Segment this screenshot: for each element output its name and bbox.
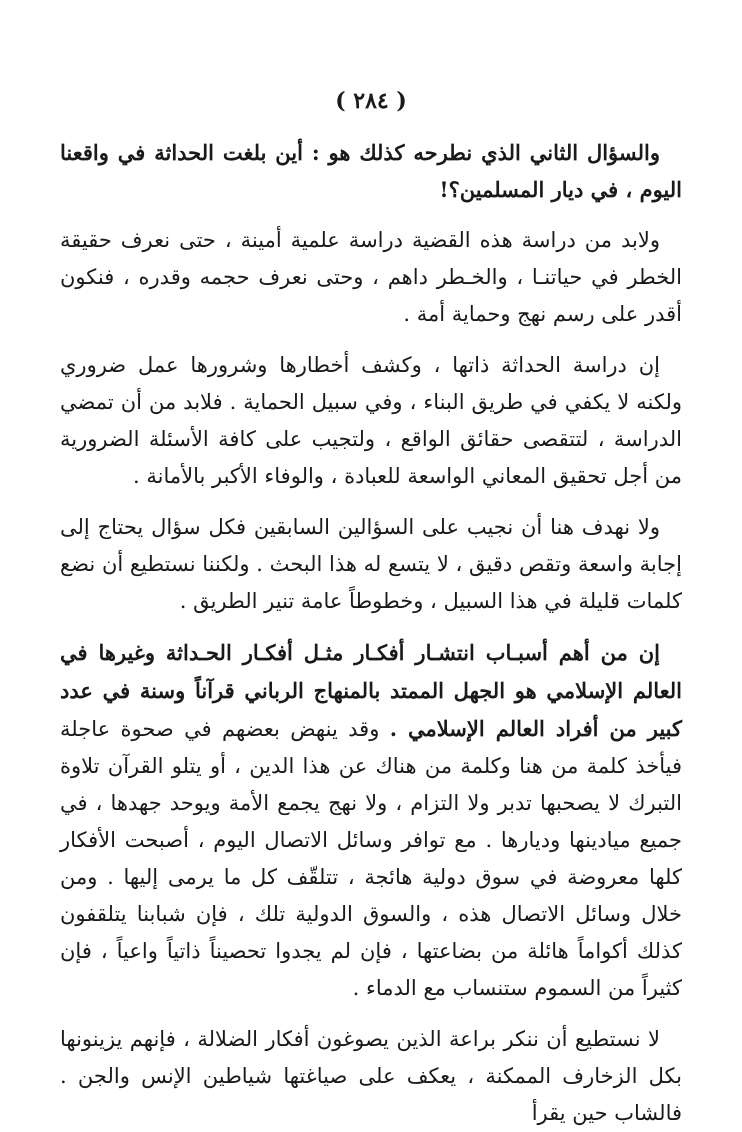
paragraph-2: ولابد من دراسة هذه القضية دراسة علمية أمينة ، حتى نعرف حقيقة الخطر في حياتنـا ، والخـطر داهم ، وحتى نعرف حجمه وقدره ، فنكون أقدر على رسم نهج وحماية أمة . (60, 228, 682, 326)
paragraph-6: لا نستطيع أن ننكر براعة الذين يصوغون أفكار الضلالة ، فإنهم يزينونها بكل الزخارف الممكنة ، يعكف على صياغتها شياطين الإنس والجن . فالشاب حين يقرأ (60, 1027, 682, 1125)
page-number: ( ٢٨٤ ) (335, 88, 407, 114)
paragraph-3: إن دراسة الحداثة ذاتها ، وكشف أخطارها وشرورها عمل ضروري ولكنه لا يكفي في طريق البناء ، وفي سبيل الحماية . فلابد من أن تمضي الدراسة ، لتتقصى حقائق الواقع ، ولتجيب على كافة الأسئلة الضرورية من أجل تحقيق المعاني الواسعة للعبادة ، والوفاء الأكبر بالأمانة . (60, 353, 682, 488)
page-body (60, 134, 682, 1132)
paragraph-5-text: وقد ينهض بعضهم في صحوة عاجلة فيأخذ كلمة من هنا وكلمة من هناك عن هذا الدين ، أو يتلو القرآن تلاوة التبرك لا يصحبها تدبر ولا التزام ، ولا نهج يجمع الأمة ويوحد جهدها ، في جميع ميادينها وديارها . مع توافر وسائل الاتصال اليوم ، أصبحت الأفكار كلها معروضة في سوق دولية هائجة ، تتلقّف كل ما يرمى إليها . ومن خلال وسائل الاتصال هذه ، والسوق الدولية تلك ، فإن شبابنا يتلقفون كذلك أكواماً هائلة من بضاعتها ، فإن لم يجدوا تحصيناً ذاتياً واعياً ، فإن كثيراً من السموم ستنساب مع الدماء . (60, 717, 682, 1000)
paragraph-1: والسؤال الثاني الذي نطرحه كذلك هو : أين بلغت الحداثة في واقعنا اليوم ، في ديار المسلمين؟! (60, 140, 682, 202)
paragraph-4: ولا نهدف هنا أن نجيب على السؤالين السابقين فكل سؤال يحتاج إلى إجابة واسعة وتقص دقيق ، لا يتسع له هذا البحث . ولكننا نستطيع أن نضع كلمات قليلة في هذا السبيل ، وخطوطاً عامة تنير الطريق . (60, 515, 682, 613)
paragraph-5-bold-text: إن من أهم أسبـاب انتشـار أفكـار مثـل أفكـار الحـداثة وغيرها في العالم الإسلامي هو الجهل الممتد بالمنهاج الرباني قرآناً وسنة في عدد كبير من أفراد العالم الإسلامي . (60, 640, 682, 741)
paragraph-5 (60, 634, 682, 1007)
